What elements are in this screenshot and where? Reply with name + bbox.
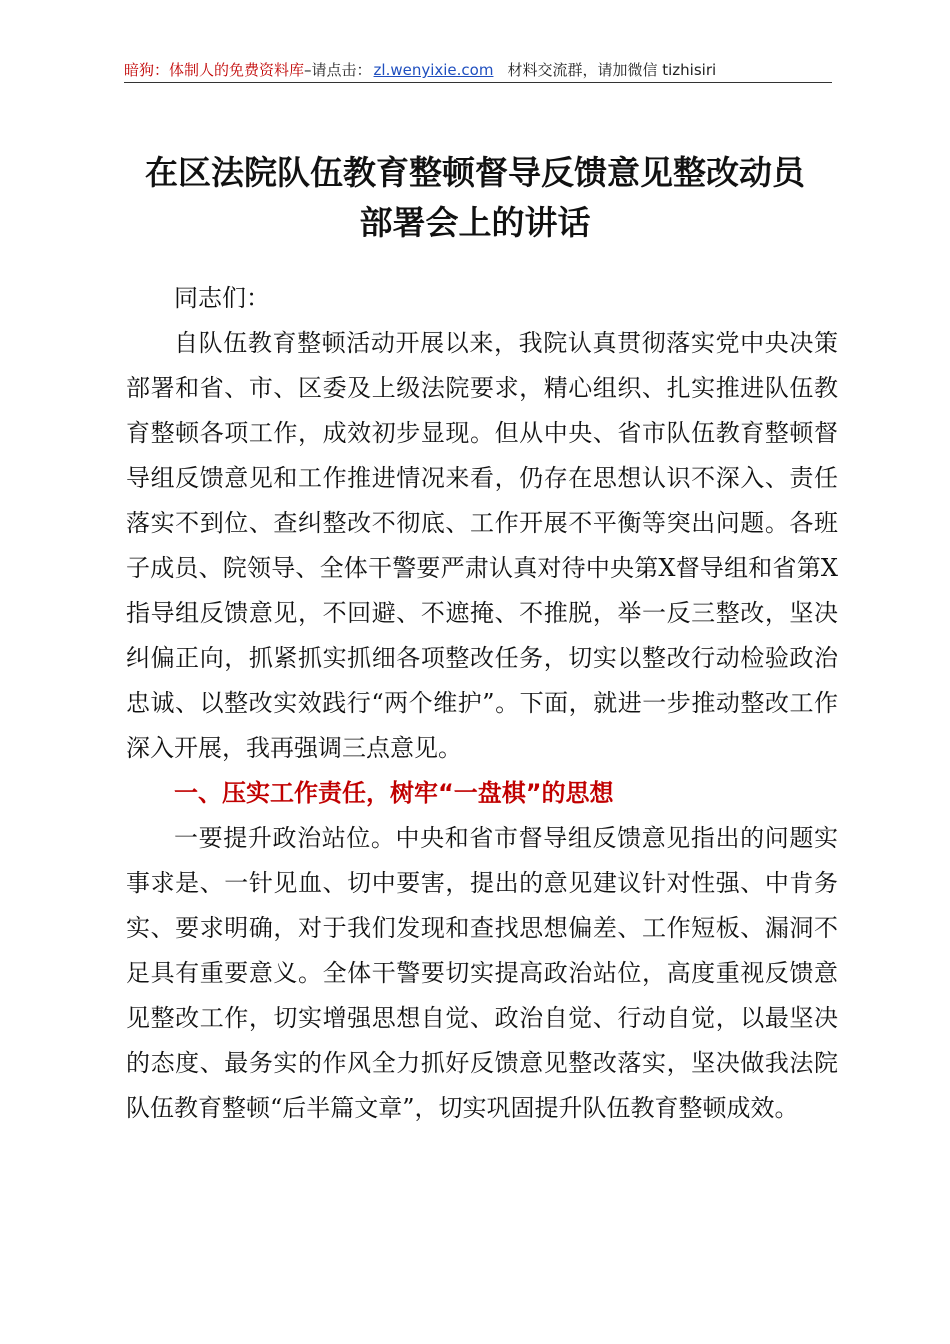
document-title <box>100 148 850 248</box>
title-line-1: 在区法院队伍教育整顿督导反馈意见整改动员 <box>145 153 805 192</box>
page-header <box>124 58 832 83</box>
title-line-2: 部署会上的讲话 <box>359 203 591 242</box>
section-heading-1: 一、压实工作责任，树牢“一盘棋”的思想 <box>174 779 614 807</box>
header-prompt: –请点击： <box>304 61 372 79</box>
header-link[interactable]: zl.wenyixie.com <box>373 61 494 79</box>
paragraph-intro: 自队伍教育整顿活动开展以来，我院认真贯彻落实党中央决策部署和省、市、区委及上级法院要求，精心组织、扎实推进队伍教育整顿各项工作，成效初步显现。但从中央、省市队伍教育整顿督导组反馈意见和工作推进情况来看，仍存在思想认识不深入、责任落实不到位、查纠整改不彻底、工作开展不平衡等突出问题。各班子成员、院领导、全体干警要严肃认真对待中央第X督导组和省第X指导组反馈意见，不回避、不遮掩、不推脱，举一反三整改，坚决纠偏正向，抓紧抓实抓细各项整改任务，切实以整改行动检验政治忠诚、以整改实效践行“两个维护”。下面，就进一步推动整改工作深入开展，我再强调三点意见。 <box>126 329 838 762</box>
header-group-info: 材料交流群，请加微信 tizhisiri <box>507 61 717 79</box>
greeting: 同志们： <box>174 284 270 312</box>
paragraph-political-stance: 一要提升政治站位。中央和省市督导组反馈意见指出的问题实事求是、一针见血、切中要害，提出的意见建议针对性强、中肯务实、要求明确，对于我们发现和查找思想偏差、工作短板、漏洞不足具有重要意义。全体干警要切实提高政治站位，高度重视反馈意见整改工作，切实增强思想自觉、政治自觉、行动自觉，以最坚决的态度、最务实的作风全力抓好反馈意见整改落实，坚决做我法院队伍教育整顿“后半篇文章”，切实巩固提升队伍教育整顿成效。 <box>126 824 838 1122</box>
document-body <box>126 276 838 1131</box>
header-brand: 暗狗：体制人的免费资料库 <box>124 61 305 79</box>
